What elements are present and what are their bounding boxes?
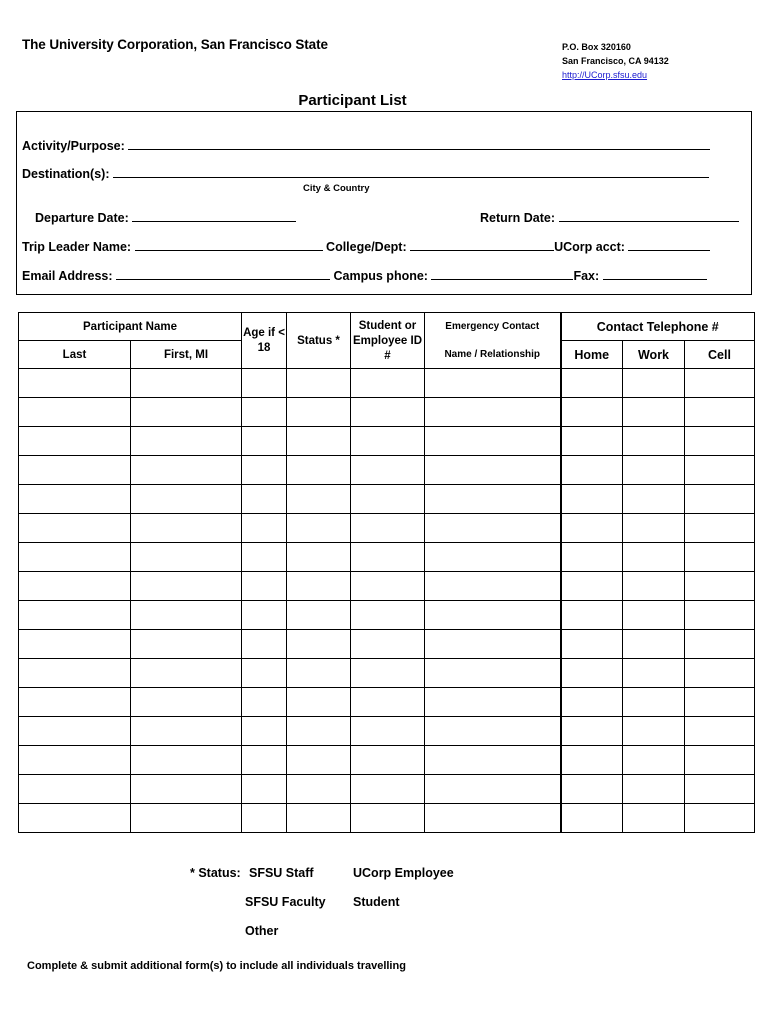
participant-row <box>19 427 755 456</box>
cell-cell-phone[interactable] <box>685 630 755 659</box>
cell-emergency-contact[interactable] <box>425 717 561 746</box>
cell-first-mi[interactable] <box>131 804 242 833</box>
participant-row <box>19 775 755 804</box>
cell-student-id[interactable] <box>351 485 425 514</box>
fax-label: Fax: <box>573 269 600 283</box>
cell-first-mi[interactable] <box>131 485 242 514</box>
cell-age[interactable] <box>242 543 287 572</box>
cell-work-phone[interactable] <box>623 485 685 514</box>
destination-row <box>22 166 709 181</box>
cell-work-phone[interactable] <box>623 659 685 688</box>
cell-first-mi[interactable] <box>131 514 242 543</box>
cell-cell-phone[interactable] <box>685 456 755 485</box>
cell-student-id[interactable] <box>351 717 425 746</box>
cell-home-phone[interactable] <box>561 659 623 688</box>
cell-last[interactable] <box>19 804 131 833</box>
cell-cell-phone[interactable] <box>685 601 755 630</box>
cell-status[interactable] <box>287 688 351 717</box>
cell-home-phone[interactable] <box>561 804 623 833</box>
cell-last[interactable] <box>19 456 131 485</box>
city-state-zip: San Francisco, CA 94132 <box>562 56 669 66</box>
participant-row <box>19 456 755 485</box>
cell-last[interactable] <box>19 369 131 398</box>
cell-cell-phone[interactable] <box>685 398 755 427</box>
cell-status[interactable] <box>287 514 351 543</box>
po-box: P.O. Box 320160 <box>562 42 631 52</box>
cell-emergency-contact[interactable] <box>425 688 561 717</box>
status-sfsu-staff: SFSU Staff <box>249 866 314 880</box>
destination-label: Destination(s): <box>22 167 110 181</box>
email-field[interactable] <box>116 268 330 280</box>
cell-emergency-contact[interactable] <box>425 514 561 543</box>
contact-telephone-header: Contact Telephone # <box>561 313 755 341</box>
participant-row <box>19 572 755 601</box>
cell-student-id[interactable] <box>351 369 425 398</box>
status-other: Other <box>245 924 279 938</box>
cell-last[interactable] <box>19 659 131 688</box>
participant-row <box>19 398 755 427</box>
emergency-contact-header: Emergency Contact <box>425 313 561 341</box>
departure-field[interactable] <box>132 210 296 222</box>
cell-first-mi[interactable] <box>131 398 242 427</box>
cell-emergency-contact[interactable] <box>425 485 561 514</box>
cell-cell-phone[interactable] <box>685 572 755 601</box>
cell-age[interactable] <box>242 456 287 485</box>
cell-last[interactable] <box>19 630 131 659</box>
cell-first-mi[interactable] <box>131 601 242 630</box>
cell-status[interactable] <box>287 717 351 746</box>
cell-age[interactable] <box>242 398 287 427</box>
home-header: Home <box>561 341 623 369</box>
cell-emergency-contact[interactable] <box>425 659 561 688</box>
cell-first-mi[interactable] <box>131 456 242 485</box>
cell-status[interactable] <box>287 398 351 427</box>
cell-cell-phone[interactable] <box>685 804 755 833</box>
cell-status[interactable] <box>287 369 351 398</box>
cell-student-id[interactable] <box>351 688 425 717</box>
student-id-line2: Employee ID <box>352 334 423 347</box>
return-label: Return Date: <box>480 211 556 225</box>
cell-student-id[interactable] <box>351 572 425 601</box>
participant-row <box>19 601 755 630</box>
cell-last[interactable] <box>19 775 131 804</box>
participant-row <box>19 717 755 746</box>
cell-age[interactable] <box>242 514 287 543</box>
cell-student-id[interactable] <box>351 398 425 427</box>
participant-row <box>19 659 755 688</box>
cell-student-id[interactable] <box>351 804 425 833</box>
cell-student-id[interactable] <box>351 543 425 572</box>
cell-last[interactable] <box>19 543 131 572</box>
cell-emergency-contact[interactable] <box>425 427 561 456</box>
cell-cell-phone[interactable] <box>685 688 755 717</box>
cell-cell-phone[interactable] <box>685 746 755 775</box>
cell-work-phone[interactable] <box>623 514 685 543</box>
organization-name: The University Corporation, San Francisco State <box>22 37 328 52</box>
cell-home-phone[interactable] <box>561 717 623 746</box>
cell-status[interactable] <box>287 485 351 514</box>
cell-first-mi[interactable] <box>131 746 242 775</box>
cell-emergency-contact[interactable] <box>425 572 561 601</box>
cell-first-mi[interactable] <box>131 717 242 746</box>
cell-status[interactable] <box>287 456 351 485</box>
age-header <box>242 313 287 369</box>
cell-student-id[interactable] <box>351 659 425 688</box>
cell-first-mi[interactable] <box>131 659 242 688</box>
cell-home-phone[interactable] <box>561 485 623 514</box>
cell-emergency-contact[interactable] <box>425 456 561 485</box>
cell-student-id[interactable] <box>351 514 425 543</box>
trip-leader-field[interactable] <box>135 239 323 251</box>
cell-age[interactable] <box>242 601 287 630</box>
cell-age[interactable] <box>242 369 287 398</box>
cell-age[interactable] <box>242 659 287 688</box>
ucorp-label: UCorp acct: <box>554 240 625 254</box>
page-title: Participant List <box>298 92 407 109</box>
cell-work-phone[interactable] <box>623 543 685 572</box>
cell-emergency-contact[interactable] <box>425 601 561 630</box>
cell-last[interactable] <box>19 514 131 543</box>
cell-student-id[interactable] <box>351 630 425 659</box>
footer-note: Complete & submit additional form(s) to include all individuals travelling <box>27 960 406 972</box>
college-label: College/Dept: <box>326 240 407 254</box>
cell-age[interactable] <box>242 572 287 601</box>
cell-home-phone[interactable] <box>561 746 623 775</box>
status-sfsu-faculty: SFSU Faculty <box>245 895 326 909</box>
participant-row <box>19 369 755 398</box>
destination-field[interactable] <box>113 166 709 178</box>
participant-row <box>19 746 755 775</box>
cell-first-mi[interactable] <box>131 427 242 456</box>
participant-name-header: Participant Name <box>19 313 242 341</box>
status-legend-label: * Status: <box>190 866 241 880</box>
cell-student-id[interactable] <box>351 775 425 804</box>
cell-work-phone[interactable] <box>623 775 685 804</box>
cell-work-phone[interactable] <box>623 369 685 398</box>
age-header-line1: Age if < <box>243 327 285 339</box>
fax-field[interactable] <box>603 268 707 280</box>
student-id-header <box>351 313 425 369</box>
cell-age[interactable] <box>242 775 287 804</box>
cell-last[interactable] <box>19 746 131 775</box>
cell-first-mi[interactable] <box>131 572 242 601</box>
email-label: Email Address: <box>22 269 113 283</box>
student-id-line1: Student or <box>358 319 417 332</box>
cell-age[interactable] <box>242 804 287 833</box>
email-row <box>22 268 707 283</box>
participant-row <box>19 804 755 833</box>
first-mi-header: First, MI <box>131 341 242 369</box>
cell-age[interactable] <box>242 630 287 659</box>
cell-status[interactable] <box>287 775 351 804</box>
website-link[interactable]: http://UCorp.sfsu.edu <box>562 70 648 80</box>
cell-work-phone[interactable] <box>623 746 685 775</box>
campus-phone-label: Campus phone: <box>333 269 428 283</box>
cell-emergency-contact[interactable] <box>425 746 561 775</box>
cell-emergency-contact[interactable] <box>425 543 561 572</box>
participant-row <box>19 485 755 514</box>
cell-student-id[interactable] <box>351 601 425 630</box>
cell-home-phone[interactable] <box>561 514 623 543</box>
participant-row <box>19 543 755 572</box>
cell-home-phone[interactable] <box>561 688 623 717</box>
cell-cell-phone[interactable] <box>685 514 755 543</box>
cell-home-phone[interactable] <box>561 775 623 804</box>
cell-student-id[interactable] <box>351 746 425 775</box>
cell-student-id[interactable] <box>351 456 425 485</box>
cell-age[interactable] <box>242 427 287 456</box>
status-student: Student <box>353 895 400 909</box>
cell-cell-phone[interactable] <box>685 485 755 514</box>
cell-work-phone[interactable] <box>623 456 685 485</box>
cell-last[interactable] <box>19 688 131 717</box>
cell-home-phone[interactable] <box>561 398 623 427</box>
cell-home-phone[interactable] <box>561 572 623 601</box>
cell-last[interactable] <box>19 572 131 601</box>
cell-work-phone[interactable] <box>623 688 685 717</box>
cell-emergency-contact[interactable] <box>425 775 561 804</box>
cell-work-phone[interactable] <box>623 572 685 601</box>
cell-age[interactable] <box>242 688 287 717</box>
cell-cell-phone[interactable] <box>685 369 755 398</box>
cell-home-phone[interactable] <box>561 369 623 398</box>
cell-cell-phone[interactable] <box>685 717 755 746</box>
departure-row <box>35 210 296 225</box>
cell-first-mi[interactable] <box>131 688 242 717</box>
trip-leader-row <box>22 239 710 254</box>
cell-status[interactable] <box>287 746 351 775</box>
departure-label: Departure Date: <box>35 211 129 225</box>
cell-last[interactable] <box>19 485 131 514</box>
cell-last[interactable] <box>19 717 131 746</box>
last-header: Last <box>19 341 131 369</box>
participant-row <box>19 514 755 543</box>
activity-label: Activity/Purpose: <box>22 139 125 153</box>
cell-status[interactable] <box>287 572 351 601</box>
return-field[interactable] <box>559 210 739 222</box>
name-relationship-header: Name / Relationship <box>425 341 561 369</box>
cell-first-mi[interactable] <box>131 775 242 804</box>
cell-student-id[interactable] <box>351 427 425 456</box>
cell-work-phone[interactable] <box>623 427 685 456</box>
cell-work-phone[interactable] <box>623 601 685 630</box>
cell-last[interactable] <box>19 427 131 456</box>
cell-emergency-contact[interactable] <box>425 804 561 833</box>
cell-age[interactable] <box>242 746 287 775</box>
city-country-caption: City & Country <box>303 183 370 194</box>
cell-home-phone[interactable] <box>561 427 623 456</box>
trip-info-box <box>16 111 752 295</box>
cell-cell-phone[interactable] <box>685 543 755 572</box>
cell-first-mi[interactable] <box>131 543 242 572</box>
cell-status[interactable] <box>287 427 351 456</box>
cell-home-phone[interactable] <box>561 543 623 572</box>
cell-cell-phone[interactable] <box>685 775 755 804</box>
cell-first-mi[interactable] <box>131 630 242 659</box>
cell-status[interactable] <box>287 804 351 833</box>
cell-last[interactable] <box>19 601 131 630</box>
return-row <box>480 210 739 225</box>
trip-leader-label: Trip Leader Name: <box>22 240 132 254</box>
cell-emergency-contact[interactable] <box>425 398 561 427</box>
cell-emergency-contact[interactable] <box>425 630 561 659</box>
cell-home-phone[interactable] <box>561 630 623 659</box>
cell-cell-phone[interactable] <box>685 427 755 456</box>
participant-table <box>18 312 755 833</box>
cell-header: Cell <box>685 341 755 369</box>
student-id-line3: # <box>384 349 391 362</box>
cell-work-phone[interactable] <box>623 398 685 427</box>
cell-status[interactable] <box>287 601 351 630</box>
status-header: Status * <box>287 313 351 369</box>
cell-status[interactable] <box>287 630 351 659</box>
cell-age[interactable] <box>242 717 287 746</box>
cell-emergency-contact[interactable] <box>425 369 561 398</box>
status-ucorp-employee: UCorp Employee <box>353 866 454 880</box>
cell-work-phone[interactable] <box>623 804 685 833</box>
cell-work-phone[interactable] <box>623 717 685 746</box>
cell-cell-phone[interactable] <box>685 659 755 688</box>
cell-last[interactable] <box>19 398 131 427</box>
work-header: Work <box>623 341 685 369</box>
participant-row <box>19 688 755 717</box>
activity-row <box>22 138 710 153</box>
college-field[interactable] <box>410 239 554 251</box>
ucorp-field[interactable] <box>628 239 710 251</box>
cell-home-phone[interactable] <box>561 601 623 630</box>
cell-age[interactable] <box>242 485 287 514</box>
activity-field[interactable] <box>128 138 710 150</box>
age-header-line2: 18 <box>257 342 271 354</box>
cell-home-phone[interactable] <box>561 456 623 485</box>
address-block <box>562 40 669 82</box>
cell-work-phone[interactable] <box>623 630 685 659</box>
cell-status[interactable] <box>287 543 351 572</box>
campus-phone-field[interactable] <box>431 268 573 280</box>
cell-status[interactable] <box>287 659 351 688</box>
participant-row <box>19 630 755 659</box>
cell-first-mi[interactable] <box>131 369 242 398</box>
